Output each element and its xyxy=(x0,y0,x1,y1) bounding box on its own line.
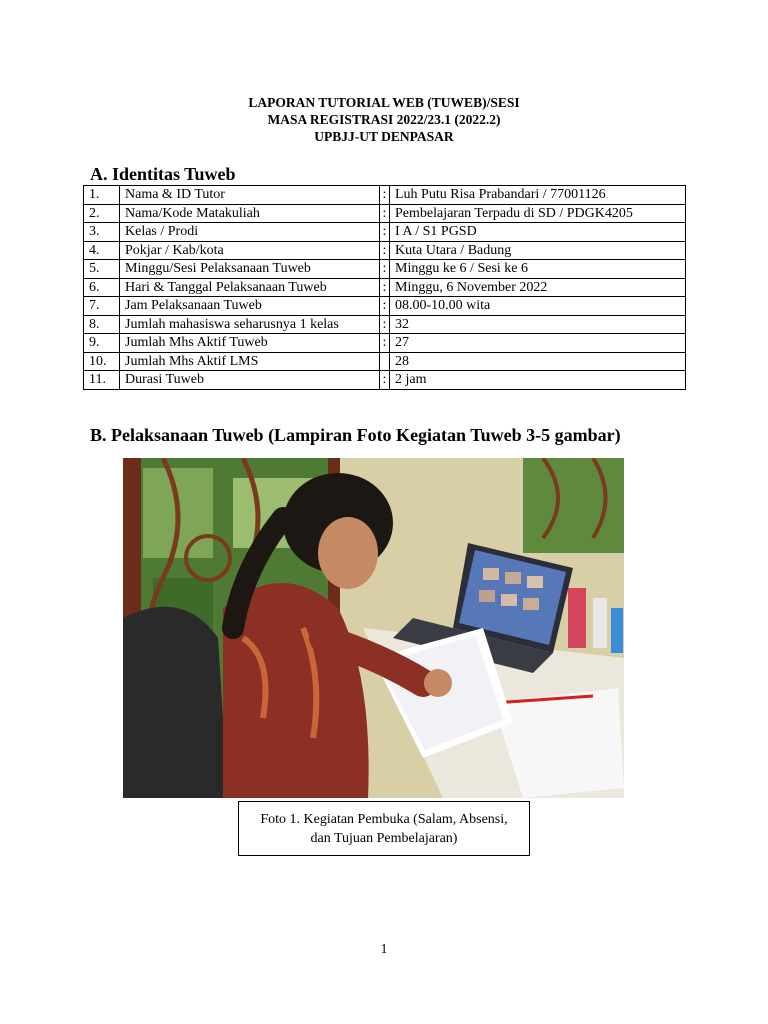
table-row xyxy=(84,223,686,242)
table-row xyxy=(84,204,686,223)
row-colon: : xyxy=(380,241,390,260)
activity-photo xyxy=(123,458,624,798)
table-row xyxy=(84,334,686,353)
row-colon: : xyxy=(380,186,390,205)
table-row xyxy=(84,371,686,390)
row-value: Luh Putu Risa Prabandari / 77001126 xyxy=(390,186,686,205)
row-colon: : xyxy=(380,204,390,223)
row-colon: : xyxy=(380,371,390,390)
row-label: Kelas / Prodi xyxy=(120,223,380,242)
row-label: Jam Pelaksanaan Tuweb xyxy=(120,297,380,316)
caption-line-2: dan Tujuan Pembelajaran) xyxy=(310,831,458,846)
row-value: Minggu, 6 November 2022 xyxy=(390,278,686,297)
row-label: Nama/Kode Matakuliah xyxy=(120,204,380,223)
row-value: Kuta Utara / Badung xyxy=(390,241,686,260)
table-row xyxy=(84,260,686,279)
row-number: 7. xyxy=(84,297,120,316)
caption-line-1: Foto 1. Kegiatan Pembuka (Salam, Absensi, xyxy=(260,812,508,827)
row-number: 3. xyxy=(84,223,120,242)
row-number: 2. xyxy=(84,204,120,223)
section-b-title: B. Pelaksanaan Tuweb (Lampiran Foto Kegiatan Tuweb 3-5 gambar) xyxy=(90,425,621,445)
row-colon: : xyxy=(380,260,390,279)
row-value: I A / S1 PGSD xyxy=(390,223,686,242)
row-label: Durasi Tuweb xyxy=(120,371,380,390)
row-label: Jumlah Mhs Aktif LMS xyxy=(120,352,380,371)
row-value: 08.00-10.00 wita xyxy=(390,297,686,316)
row-label: Pokjar / Kab/kota xyxy=(120,241,380,260)
row-colon xyxy=(380,352,390,371)
row-number: 1. xyxy=(84,186,120,205)
table-row xyxy=(84,315,686,334)
row-label: Nama & ID Tutor xyxy=(120,186,380,205)
section-a-title: A. Identitas Tuweb xyxy=(90,164,236,184)
row-value: 27 xyxy=(390,334,686,353)
report-header xyxy=(0,94,768,145)
row-colon: : xyxy=(380,315,390,334)
row-value: 32 xyxy=(390,315,686,334)
row-value: Minggu ke 6 / Sesi ke 6 xyxy=(390,260,686,279)
header-registration: MASA REGISTRASI 2022/23.1 (2022.2) xyxy=(267,112,501,127)
row-value: 28 xyxy=(390,352,686,371)
row-colon: : xyxy=(380,278,390,297)
photo-caption xyxy=(238,801,530,856)
row-label: Minggu/Sesi Pelaksanaan Tuweb xyxy=(120,260,380,279)
table-row xyxy=(84,278,686,297)
table-row xyxy=(84,297,686,316)
row-label: Hari & Tanggal Pelaksanaan Tuweb xyxy=(120,278,380,297)
table-row xyxy=(84,186,686,205)
row-colon: : xyxy=(380,297,390,316)
row-number: 10. xyxy=(84,352,120,371)
row-colon: : xyxy=(380,223,390,242)
page-number: 1 xyxy=(380,942,388,957)
row-number: 5. xyxy=(84,260,120,279)
row-number: 4. xyxy=(84,241,120,260)
identity-table xyxy=(83,185,686,390)
header-title: LAPORAN TUTORIAL WEB (TUWEB)/SESI xyxy=(248,95,520,110)
row-label: Jumlah Mhs Aktif Tuweb xyxy=(120,334,380,353)
row-label: Jumlah mahasiswa seharusnya 1 kelas xyxy=(120,315,380,334)
row-number: 9. xyxy=(84,334,120,353)
row-number: 11. xyxy=(84,371,120,390)
table-row xyxy=(84,352,686,371)
row-number: 8. xyxy=(84,315,120,334)
table-row xyxy=(84,241,686,260)
row-number: 6. xyxy=(84,278,120,297)
header-unit: UPBJJ-UT DENPASAR xyxy=(314,129,454,144)
row-colon: : xyxy=(380,334,390,353)
row-value: 2 jam xyxy=(390,371,686,390)
row-value: Pembelajaran Terpadu di SD / PDGK4205 xyxy=(390,204,686,223)
